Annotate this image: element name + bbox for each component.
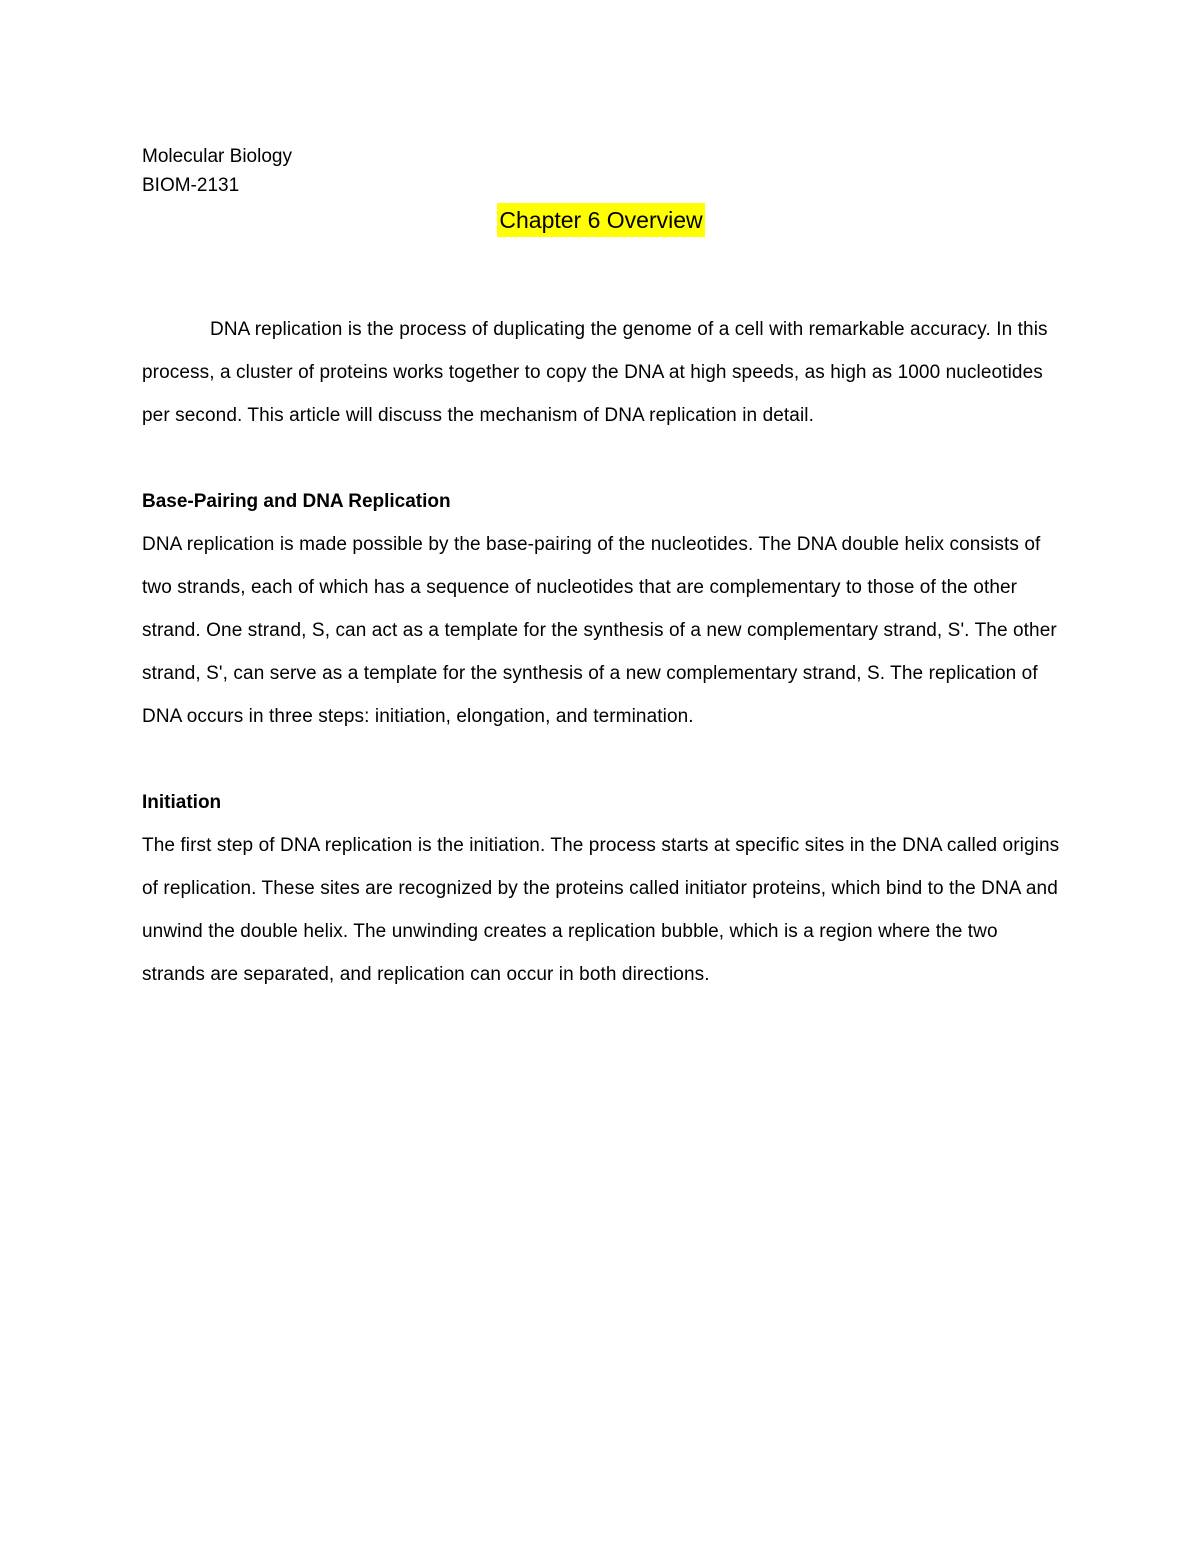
section-body: The first step of DNA replication is the initiation. The process starts at specific sites in the DNA called origins of replication. These sites are recognized by the proteins called initiator proteins, which bind to the DNA and unwind the double helix. The unwinding creates a replication bubble, which is a region where the two strands are separated, and replication can occur in both directions. [142, 835, 1060, 985]
title-container [142, 203, 1060, 243]
course-code: BIOM-2131 [142, 175, 240, 196]
document-content [142, 142, 1060, 996]
course-name: Molecular Biology [142, 146, 292, 167]
section-heading: Initiation [142, 792, 222, 813]
section-initiation [142, 781, 1060, 996]
section-heading: Base-Pairing and DNA Replication [142, 491, 451, 512]
intro-paragraph: DNA replication is the process of duplicating the genome of a cell with remarkable accuracy. In this process, a cluster of proteins works together to copy the DNA at high speeds, as high as 1000 nucleotides per second. This article will discuss the mechanism of DNA replication in detail. [142, 319, 1048, 426]
section-body: DNA replication is made possible by the base-pairing of the nucleotides. The DNA double helix consists of two strands, each of which has a sequence of nucleotides that are complementary to those of the other strand. One strand, S, can act as a template for the synthesis of a new complementary strand, S'. The other strand, S', can serve as a template for the synthesis of a new complementary strand, S. The replication of DNA occurs in three steps: initiation, elongation, and termination. [142, 534, 1057, 727]
page-title: Chapter 6 Overview [497, 203, 704, 237]
section-base-pairing [142, 480, 1060, 738]
